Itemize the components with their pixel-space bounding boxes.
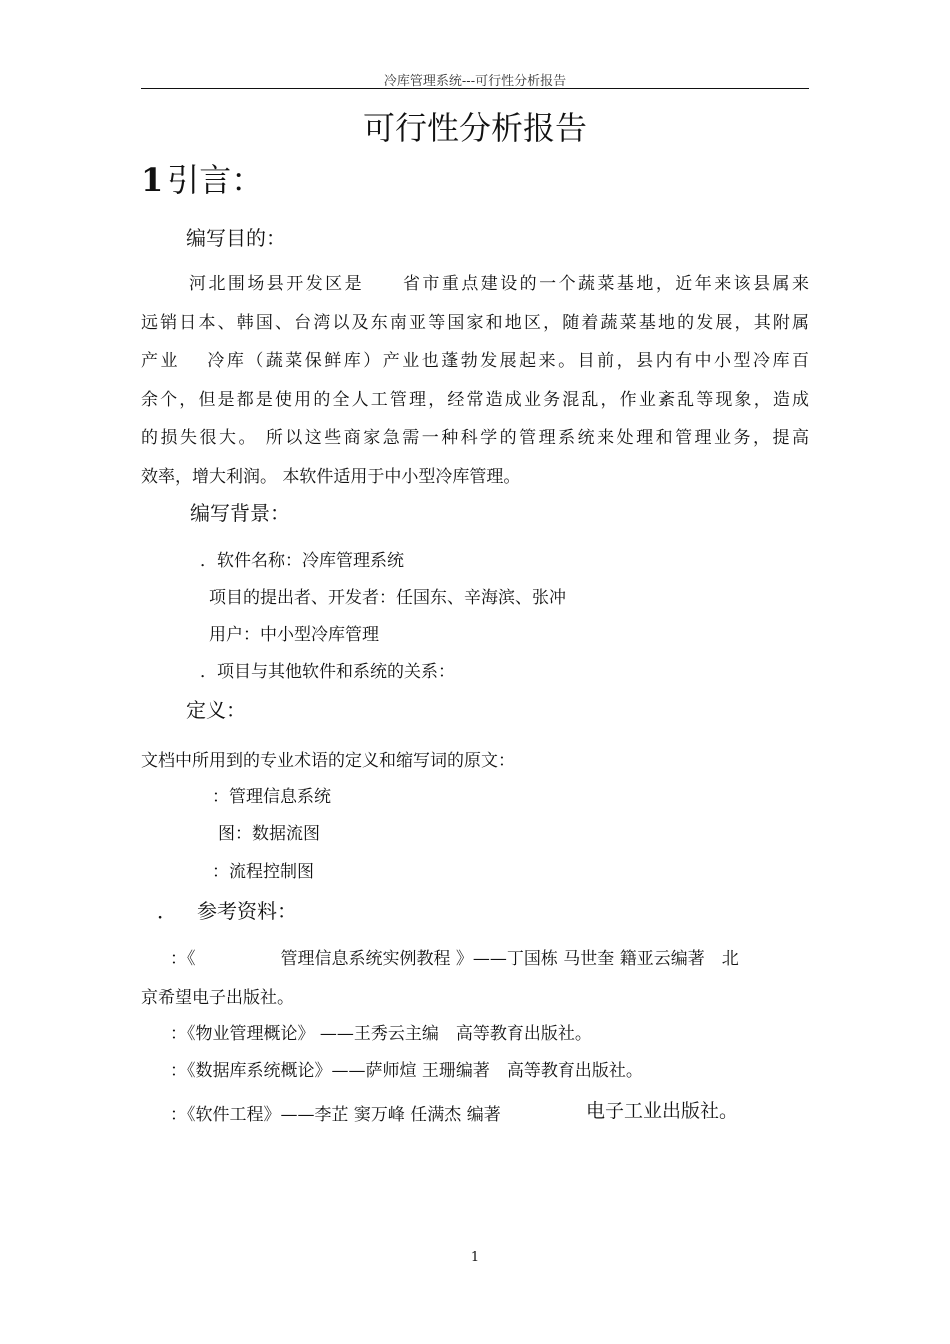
- purpose-paragraph: [141, 265, 809, 496]
- references-heading: 参考资料：: [197, 899, 297, 923]
- reference-item: ：《物业管理概论》 ——王秀云主编 高等教育出版社。: [170, 1024, 592, 1044]
- definition-item: ：流程控制图: [212, 862, 314, 882]
- definitions-heading: 定义：: [186, 698, 246, 722]
- paragraph-line: 余个，但是都是使用的全人工管理，经常造成业务混乱，作业紊乱等现象，造成: [141, 389, 809, 410]
- chapter-label: 引言：: [167, 161, 264, 199]
- header-divider: [141, 88, 809, 89]
- reference-item: 京希望电子出版社。: [141, 988, 294, 1008]
- references-bullet: ．: [157, 899, 177, 923]
- definition-item: 图：数据流图: [218, 824, 320, 844]
- paragraph-line: 产业 冷库（蔬菜保鲜库）产业也蓬勃发展起来。目前，县内有中小型冷库百: [141, 351, 809, 371]
- paragraph-line: 的损失很大。 所以这些商家急需一种科学的管理系统来处理和管理业务，提高: [141, 428, 809, 448]
- page-number: 1: [470, 1250, 480, 1265]
- page-header: 冷库管理系统---可行性分析报告: [383, 74, 567, 89]
- definition-item: ：管理信息系统: [212, 787, 331, 807]
- background-item: 项目的提出者、开发者：任国东、辛海滨、张冲: [209, 588, 566, 608]
- reference-item: ：《数据库系统概论》——萨师煊 王珊编著 高等教育出版社。: [170, 1061, 643, 1081]
- paragraph-line: 效率，增大利润。 本软件适用于中小型冷库管理。: [141, 466, 521, 487]
- chapter-number: 1: [141, 161, 164, 199]
- reference-item: ：《软件工程》——李芷 窦万峰 任满杰 编著: [170, 1105, 518, 1125]
- background-item: ．项目与其他软件和系统的关系：: [200, 662, 455, 682]
- background-item: ．软件名称：冷库管理系统: [200, 551, 404, 571]
- reference-item: ：《 管理信息系统实例教程 》——丁国栋 马世奎 籍亚云编著 北: [170, 949, 739, 969]
- definitions-intro: 文档中所用到的专业术语的定义和缩写词的原文：: [141, 751, 515, 771]
- paragraph-line: 河北围场县开发区是 省市重点建设的一个蔬菜基地，近年来该县属来: [189, 274, 809, 294]
- chapter-heading: [141, 155, 263, 201]
- background-item: 用户：中小型冷库管理: [209, 625, 379, 645]
- paragraph-line: 远销日本、韩国、台湾以及东南亚等国家和地区，随着蔬菜基地的发展，其附属: [141, 312, 809, 333]
- reference-publisher: 电子工业出版社。: [586, 1100, 739, 1122]
- background-heading: 编写背景：: [190, 501, 290, 525]
- purpose-heading: 编写目的：: [186, 226, 286, 250]
- document-title: 可行性分析报告: [362, 109, 587, 147]
